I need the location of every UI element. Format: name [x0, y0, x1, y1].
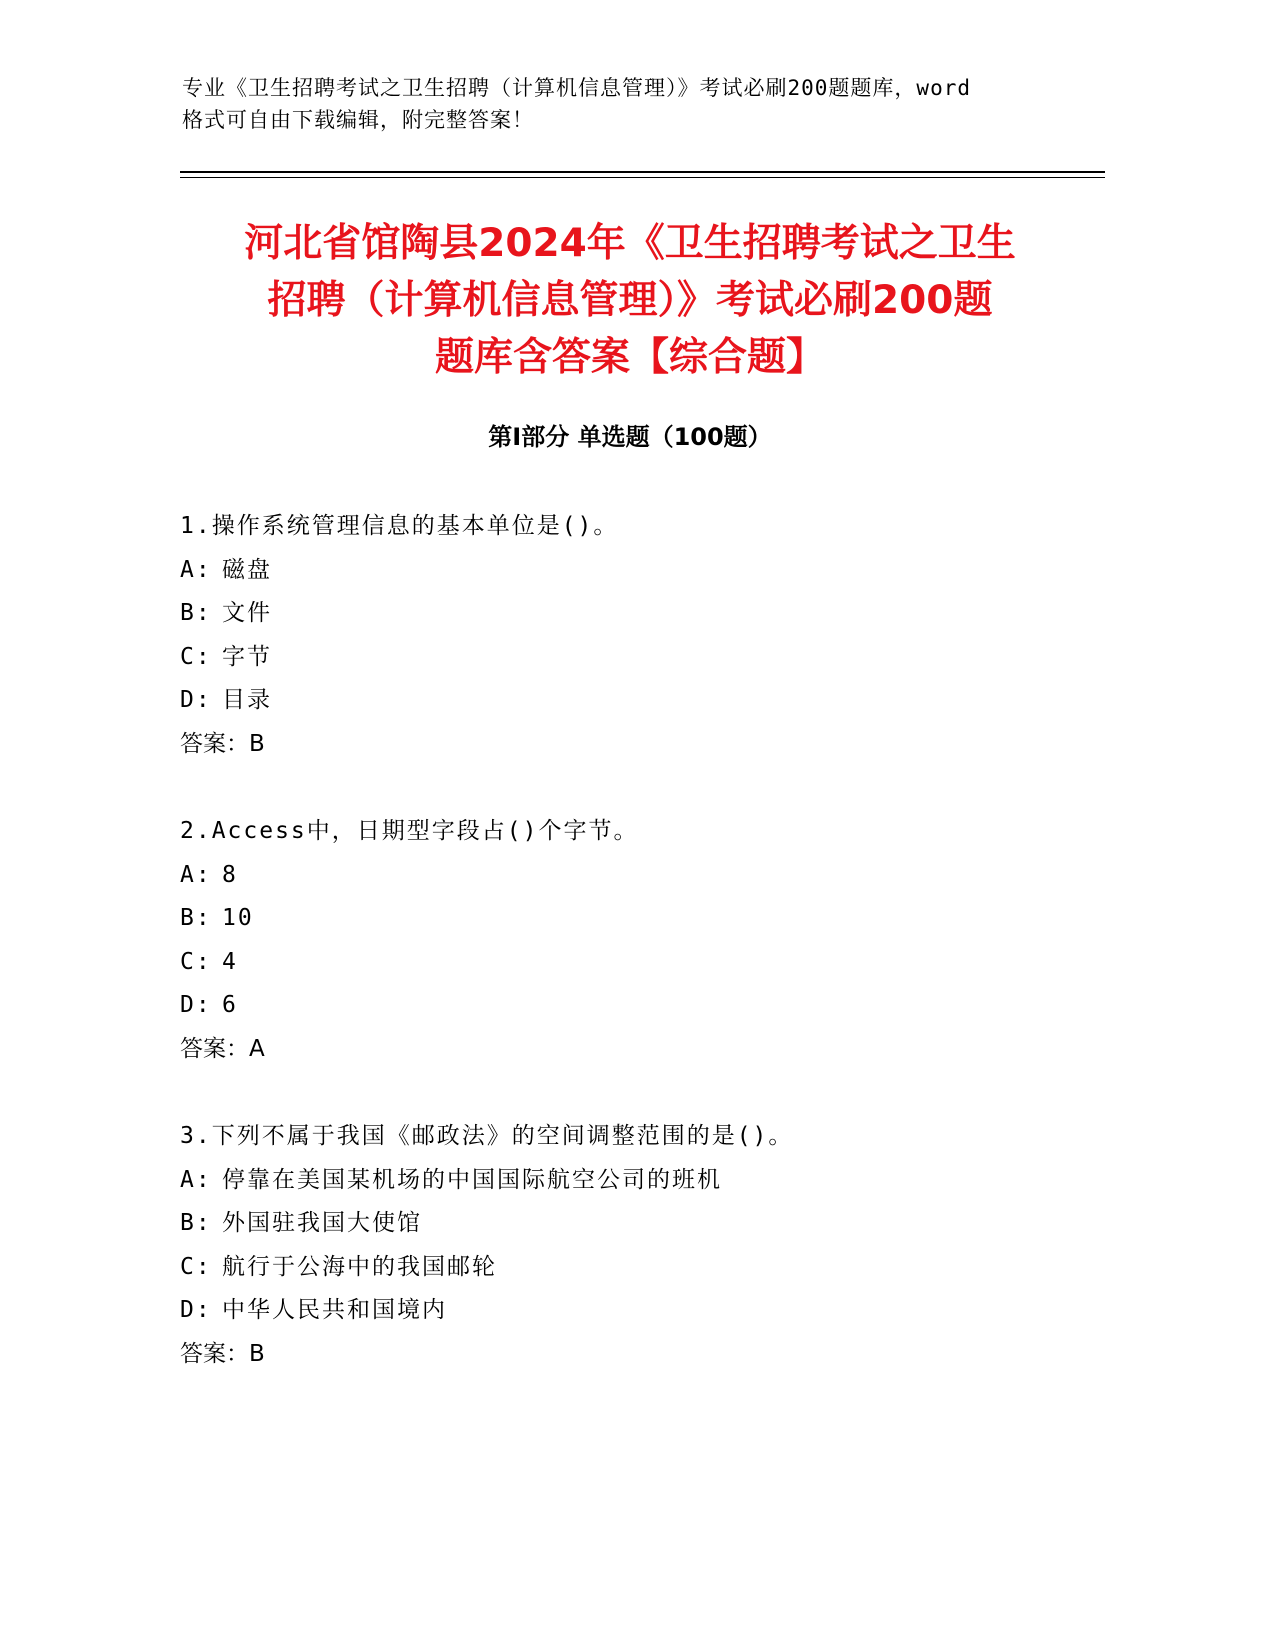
answer-line	[180, 1333, 1110, 1377]
option-letter: A:	[180, 1166, 212, 1193]
answer-value: B	[249, 730, 265, 757]
option-letter: D:	[180, 992, 212, 1018]
option-text: 目录	[222, 687, 272, 713]
option-c	[180, 1246, 1110, 1290]
option-letter: C:	[180, 643, 212, 670]
answer-line	[180, 1028, 1110, 1072]
option-letter: D:	[180, 687, 212, 713]
option-text: 中华人民共和国境内	[222, 1297, 447, 1323]
question-stem: 3.下列不属于我国《邮政法》的空间调整范围的是()。	[180, 1123, 794, 1149]
answer-line	[180, 723, 1110, 767]
option-text: 外国驻我国大使馆	[222, 1210, 422, 1236]
option-d	[180, 984, 1110, 1028]
option-letter: A:	[180, 556, 212, 583]
option-text: 文件	[222, 600, 272, 626]
option-d	[180, 679, 1110, 723]
option-b	[180, 592, 1110, 636]
question-item	[180, 810, 1110, 1071]
option-c	[180, 636, 1110, 680]
answer-label: 答案：	[180, 1035, 249, 1062]
question-item	[180, 505, 1110, 766]
option-text: 4	[222, 948, 238, 975]
question-stem: 2.Access中，日期型字段占()个字节。	[180, 818, 639, 844]
answer-value: A	[249, 1035, 265, 1062]
title-line-1: 河北省馆陶县2024年《卫生招聘考试之卫生	[244, 221, 1016, 266]
option-a	[180, 1159, 1110, 1203]
question-stem: 1.操作系统管理信息的基本单位是()。	[180, 513, 619, 539]
option-text: 8	[222, 861, 238, 888]
answer-value: B	[249, 1340, 265, 1367]
header-divider-thin	[180, 177, 1105, 178]
question-item	[180, 1115, 1110, 1376]
option-b	[180, 1202, 1110, 1246]
option-text: 航行于公海中的我国邮轮	[222, 1253, 497, 1280]
option-b	[180, 897, 1110, 941]
option-letter: C:	[180, 948, 212, 975]
header-note	[182, 72, 1102, 136]
header-note-line-2: 格式可自由下载编辑，附完整答案！	[182, 108, 534, 132]
title-line-3: 题库含答案【综合题】	[434, 335, 825, 380]
option-text: 磁盘	[222, 556, 272, 583]
option-letter: C:	[180, 1253, 212, 1280]
header-divider	[180, 171, 1105, 173]
option-letter: B:	[180, 905, 212, 931]
option-text: 6	[222, 992, 238, 1018]
option-letter: D:	[180, 1297, 212, 1323]
option-a	[180, 854, 1110, 898]
option-text: 字节	[222, 643, 272, 670]
option-letter: B:	[180, 1210, 212, 1236]
title-line-2: 招聘（计算机信息管理）》考试必刷200题	[267, 278, 993, 323]
section-title: 第Ⅰ部分 单选题（100题）	[488, 423, 772, 451]
option-text: 停靠在美国某机场的中国国际航空公司的班机	[222, 1166, 722, 1193]
option-c	[180, 941, 1110, 985]
option-a	[180, 549, 1110, 593]
document-title	[150, 215, 1110, 386]
answer-label: 答案：	[180, 1340, 249, 1367]
answer-label: 答案：	[180, 730, 249, 757]
question-list	[180, 505, 1110, 1420]
option-text: 10	[222, 905, 254, 931]
option-letter: A:	[180, 861, 212, 888]
option-d	[180, 1289, 1110, 1333]
option-letter: B:	[180, 600, 212, 626]
header-note-line-1: 专业《卫生招聘考试之卫生招聘（计算机信息管理）》考试必刷200题题库，word	[182, 76, 971, 100]
